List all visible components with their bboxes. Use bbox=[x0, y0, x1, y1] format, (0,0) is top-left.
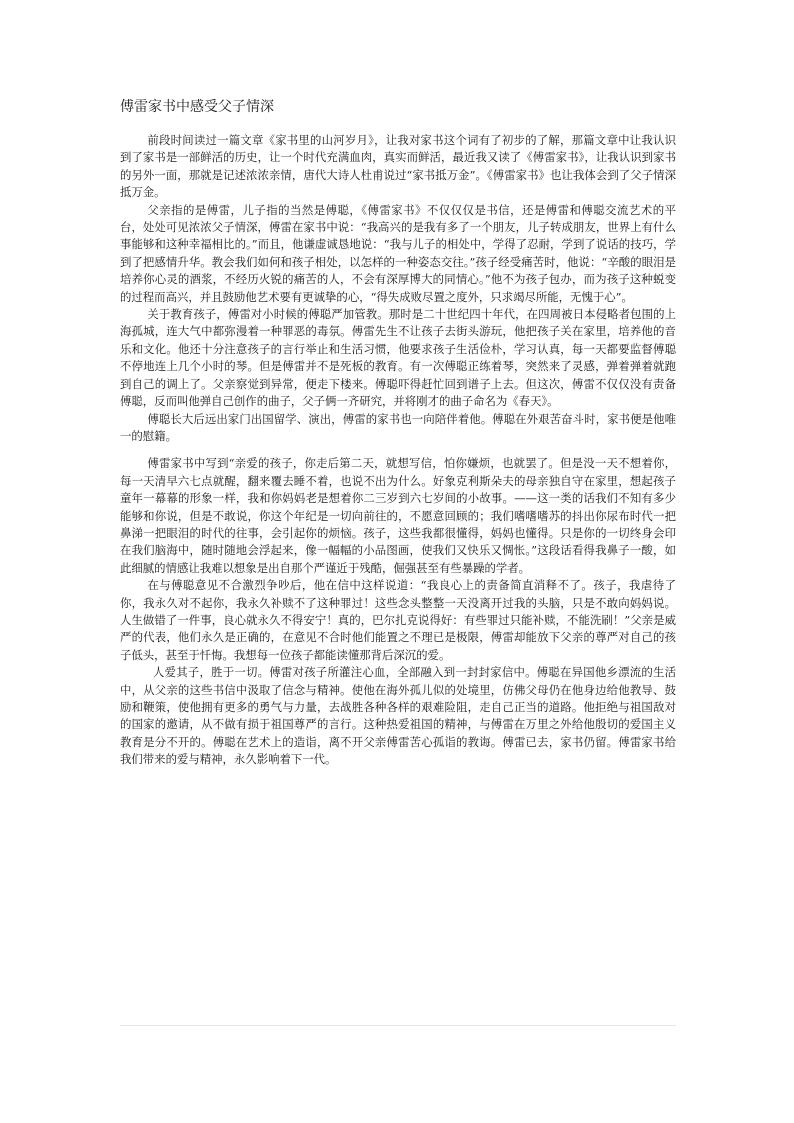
paragraph-intro: 前段时间读过一篇文章《家书里的山河岁月》，让我对家书这个词有了初步的了解，那篇文章中让我认识到了家书是一部鲜活的历史，让一个时代充满血肉，真实而鲜活，最近我又读了《傅雷家书》，让我认识到家书的另外一面，那就是记述浓浓亲情，唐代大诗人杜甫说过“家书抵万金”。《傅雷家书》也让我体会到了父子情深抵万金。 bbox=[120, 133, 676, 200]
paragraph-conclusion: 人爱其子，胜于一切。傅雷对孩子所灌注心血，全部融入到一封封家信中。傅聪在异国他乡漂流的生活中，从父亲的这些书信中汲取了信念与精神。使他在海外孤儿似的处境里，仿佛父母仍在他身边给他教导、鼓励和鞭策，使他拥有更多的勇气与力量，去战胜各种各样的艰难险阻，走自己正当的道路。他拒绝与祖国敌对的国家的邀请，从不做有损于祖国尊严的言行。这种热爱祖国的精神，与傅雷在万里之外给他殷切的爱国主义教育是分不开的。傅聪在艺术上的造诣，离不开父亲傅雷苦心孤诣的教诲。傅雷已去，家书仍留。傅雷家书给我们带来的爱与精神，永久影响着下一代。 bbox=[120, 665, 676, 767]
paragraph-letter-quote: 傅雷家书中写到“亲爱的孩子，你走后第二天，就想写信，怕你嫌烦，也就罢了。但是没一天不想着你，每一天清早六七点就醒，翻来覆去睡不着，也说不出为什么。好象克利斯朵夫的母亲独自守在家里，想起孩子童年一幕幕的形象一样，我和你妈妈老是想着你二三岁到六七岁间的小故事。——这一类的话我们不知有多少能够和你说，但是不敢说，你这个年纪是一切向前往的，不愿意回顾的；我们嗜嗜嗜苏的抖出你尿布时代一把鼻涕一把眼泪的时代的往事，会引起你的烦恼。孩子，这些我都很懂得，妈妈也懂得。只是你的一切终身会印在我们脑海中，随时随地会浮起来，像一幅幅的小品图画，使我们又快乐又惆怅。”这段话看得我鼻子一酸，如此细腻的情感让我难以想象是出自那个严谨近于残酷，倔强甚至有些暴躁的学者。 bbox=[120, 456, 676, 575]
document-body bbox=[120, 132, 676, 769]
paragraph-education: 关于教育孩子，傅雷对小时候的傅聪严加管教。那时是二十世纪四十年代，在四周被日本侵略者包围的上海孤城，连大气中都弥漫着一种罪恶的毒氛。傅雷先生不让孩子去街头游玩，他把孩子关在家里，培养他的音乐和文化。他还十分注意孩子的言行举止和生活习惯，他要求孩子生活俭朴，学习认真，每一天都要监督傅聪不停地连上几个小时的琴。但是傅雷并不是死板的教育。有一次傅聪正练着琴，突然来了灵感，弹着弹着就跑到自己的调上了。父亲察觉到异常，便走下楼来。傅聪吓得赶忙回到谱子上去。但这次，傅雷不仅仅没有责备傅聪，反而叫他弹自己创作的曲子，父子俩一齐研究，并将刚才的曲子命名为《春天》。 bbox=[120, 307, 676, 409]
page-divider bbox=[120, 1025, 676, 1026]
paragraph-abroad: 傅聪长大后远出家门出国留学、演出，傅雷的家书也一向陪伴着他。傅聪在外艰苦奋斗时，家书便是他唯一的慰籍。 bbox=[120, 411, 676, 443]
paragraph-father-son: 父亲指的是傅雷，儿子指的当然是傅聪，《傅雷家书》不仅仅仅是书信，还是傅雷和傅聪交流艺术的平台，处处可见浓浓父子情深，傅雷在家书中说：“我高兴的是我有多了一个朋友，儿子转成朋友，世界上有什么事能够和这种幸福相比的。”而且，他谦虚诚恳地说：“我与儿子的相处中，学得了忍耐，学到了说话的技巧，学到了把感情升华。教会我们如何和孩子相处，以怎样的一种姿态交往。”孩子经受痛苦时，他说：“辛酸的眼泪是培养你心灵的酒浆，不经历火锐的痛苦的人，不会有深厚博大的同情心。”他不为孩子包办，而为孩子这种蜕变的过程而高兴，并且鼓励他艺术要有更诚挚的心，“得失成败尽置之度外，只求竭尽所能，无愧于心”。 bbox=[120, 202, 676, 304]
paragraph-repentance: 在与傅聪意见不合激烈争吵后，他在信中这样说道：“我良心上的责备简直消释不了。孩子，我虐待了你，我永久对不起你，我永久补赎不了这种罪过！这些念头整整一天没离开过我的头脑，只是不敢向妈妈说。人生做错了一件事，良心就永久不得安宁！真的，巴尔扎克说得好：有些罪过只能补赎，不能洗刷！”父亲是威严的代表，他们永久是正确的，在意见不合时他们能置之不理已是极限，傅雷却能放下父亲的尊严对自己的孩子低头，甚至于忏悔。我想每一位孩子都能读懂那背后深沉的爱。 bbox=[120, 578, 676, 662]
document-title: 傅雷家书中感受父子情深 bbox=[120, 99, 274, 115]
